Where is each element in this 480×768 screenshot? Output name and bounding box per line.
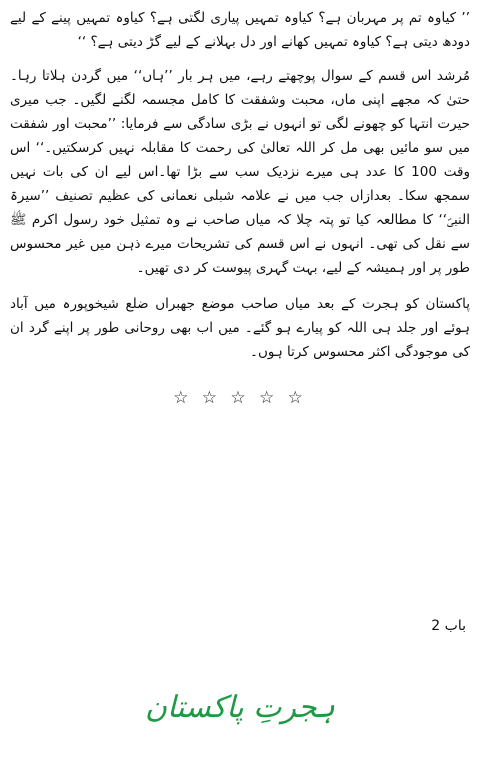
paragraph-1: ’’ کیاوہ تم پر مہربان ہے؟ کیاوہ تمہیں پیاری لگتی ہے؟ کیاوہ تمہیں پینے کے لیے دودھ دیتی ہے؟ کیاوہ تمہیں کھانے اور دل بہلانے کے لیے گڑ دیتی ہے؟ ‘‘ [10, 10, 470, 50]
chapter-label: باب 2 [431, 618, 466, 634]
chapter-title: ہجرتِ پاکستان [144, 690, 336, 725]
paragraph-2: مُرشد اس قسم کے سوال پوچھتے رہے، میں ہر بار ’’ہاں‘‘ میں گردن ہلاتا رہا۔حتیٰ کہ مجھے اپنی ماں، محبت وشفقت کا کامل مجسمہ لگنے لگیں۔ جب میری حیرت انتہا کو چھونے لگی تو انہوں نے بڑی سادگی سے فرمایا: ’’محبت اور شفقت میں سو مائیں بھی مل کر اللہ تعالیٰ کی رحمت کا مقابلہ نہیں کرسکتیں۔‘‘ اس وقت 100 کا عدد ہی میرے نزدیک سب سے بڑا تھا۔اس لیے ان کی بات نہیں سمجھ سکا۔ بعدازاں جب میں نے علامہ شبلی نعمانی کی عظیم تصنیف ’’سیرۃ النبیؐ‘‘ کا مطالعہ کیا تو پتہ چلا کہ میاں صاحب نے وہ تمثیل خود رسول اکرم ﷺ سے نقل کی تھی۔ انہوں نے اس قسم کی تشریحات میرے ذہن میں غیر محسوس طور پر اور ہمیشہ کے لیے، بہت گہری پیوست کر دی تھیں۔ [10, 68, 470, 276]
section-separator: ☆ ☆ ☆ ☆ ☆ [173, 388, 307, 408]
paragraph-3: پاکستان کو ہجرت کے بعد میاں صاحب موضع جھبراں ضلع شیخوپورہ میں آباد ہوئے اور جلد ہی اللہ کو پیارے ہو گئے۔ میں اب بھی روحانی طور پر اپنے گرد ان کی موجودگی اکثر محسوس کرتا ہوں۔ [10, 296, 470, 360]
